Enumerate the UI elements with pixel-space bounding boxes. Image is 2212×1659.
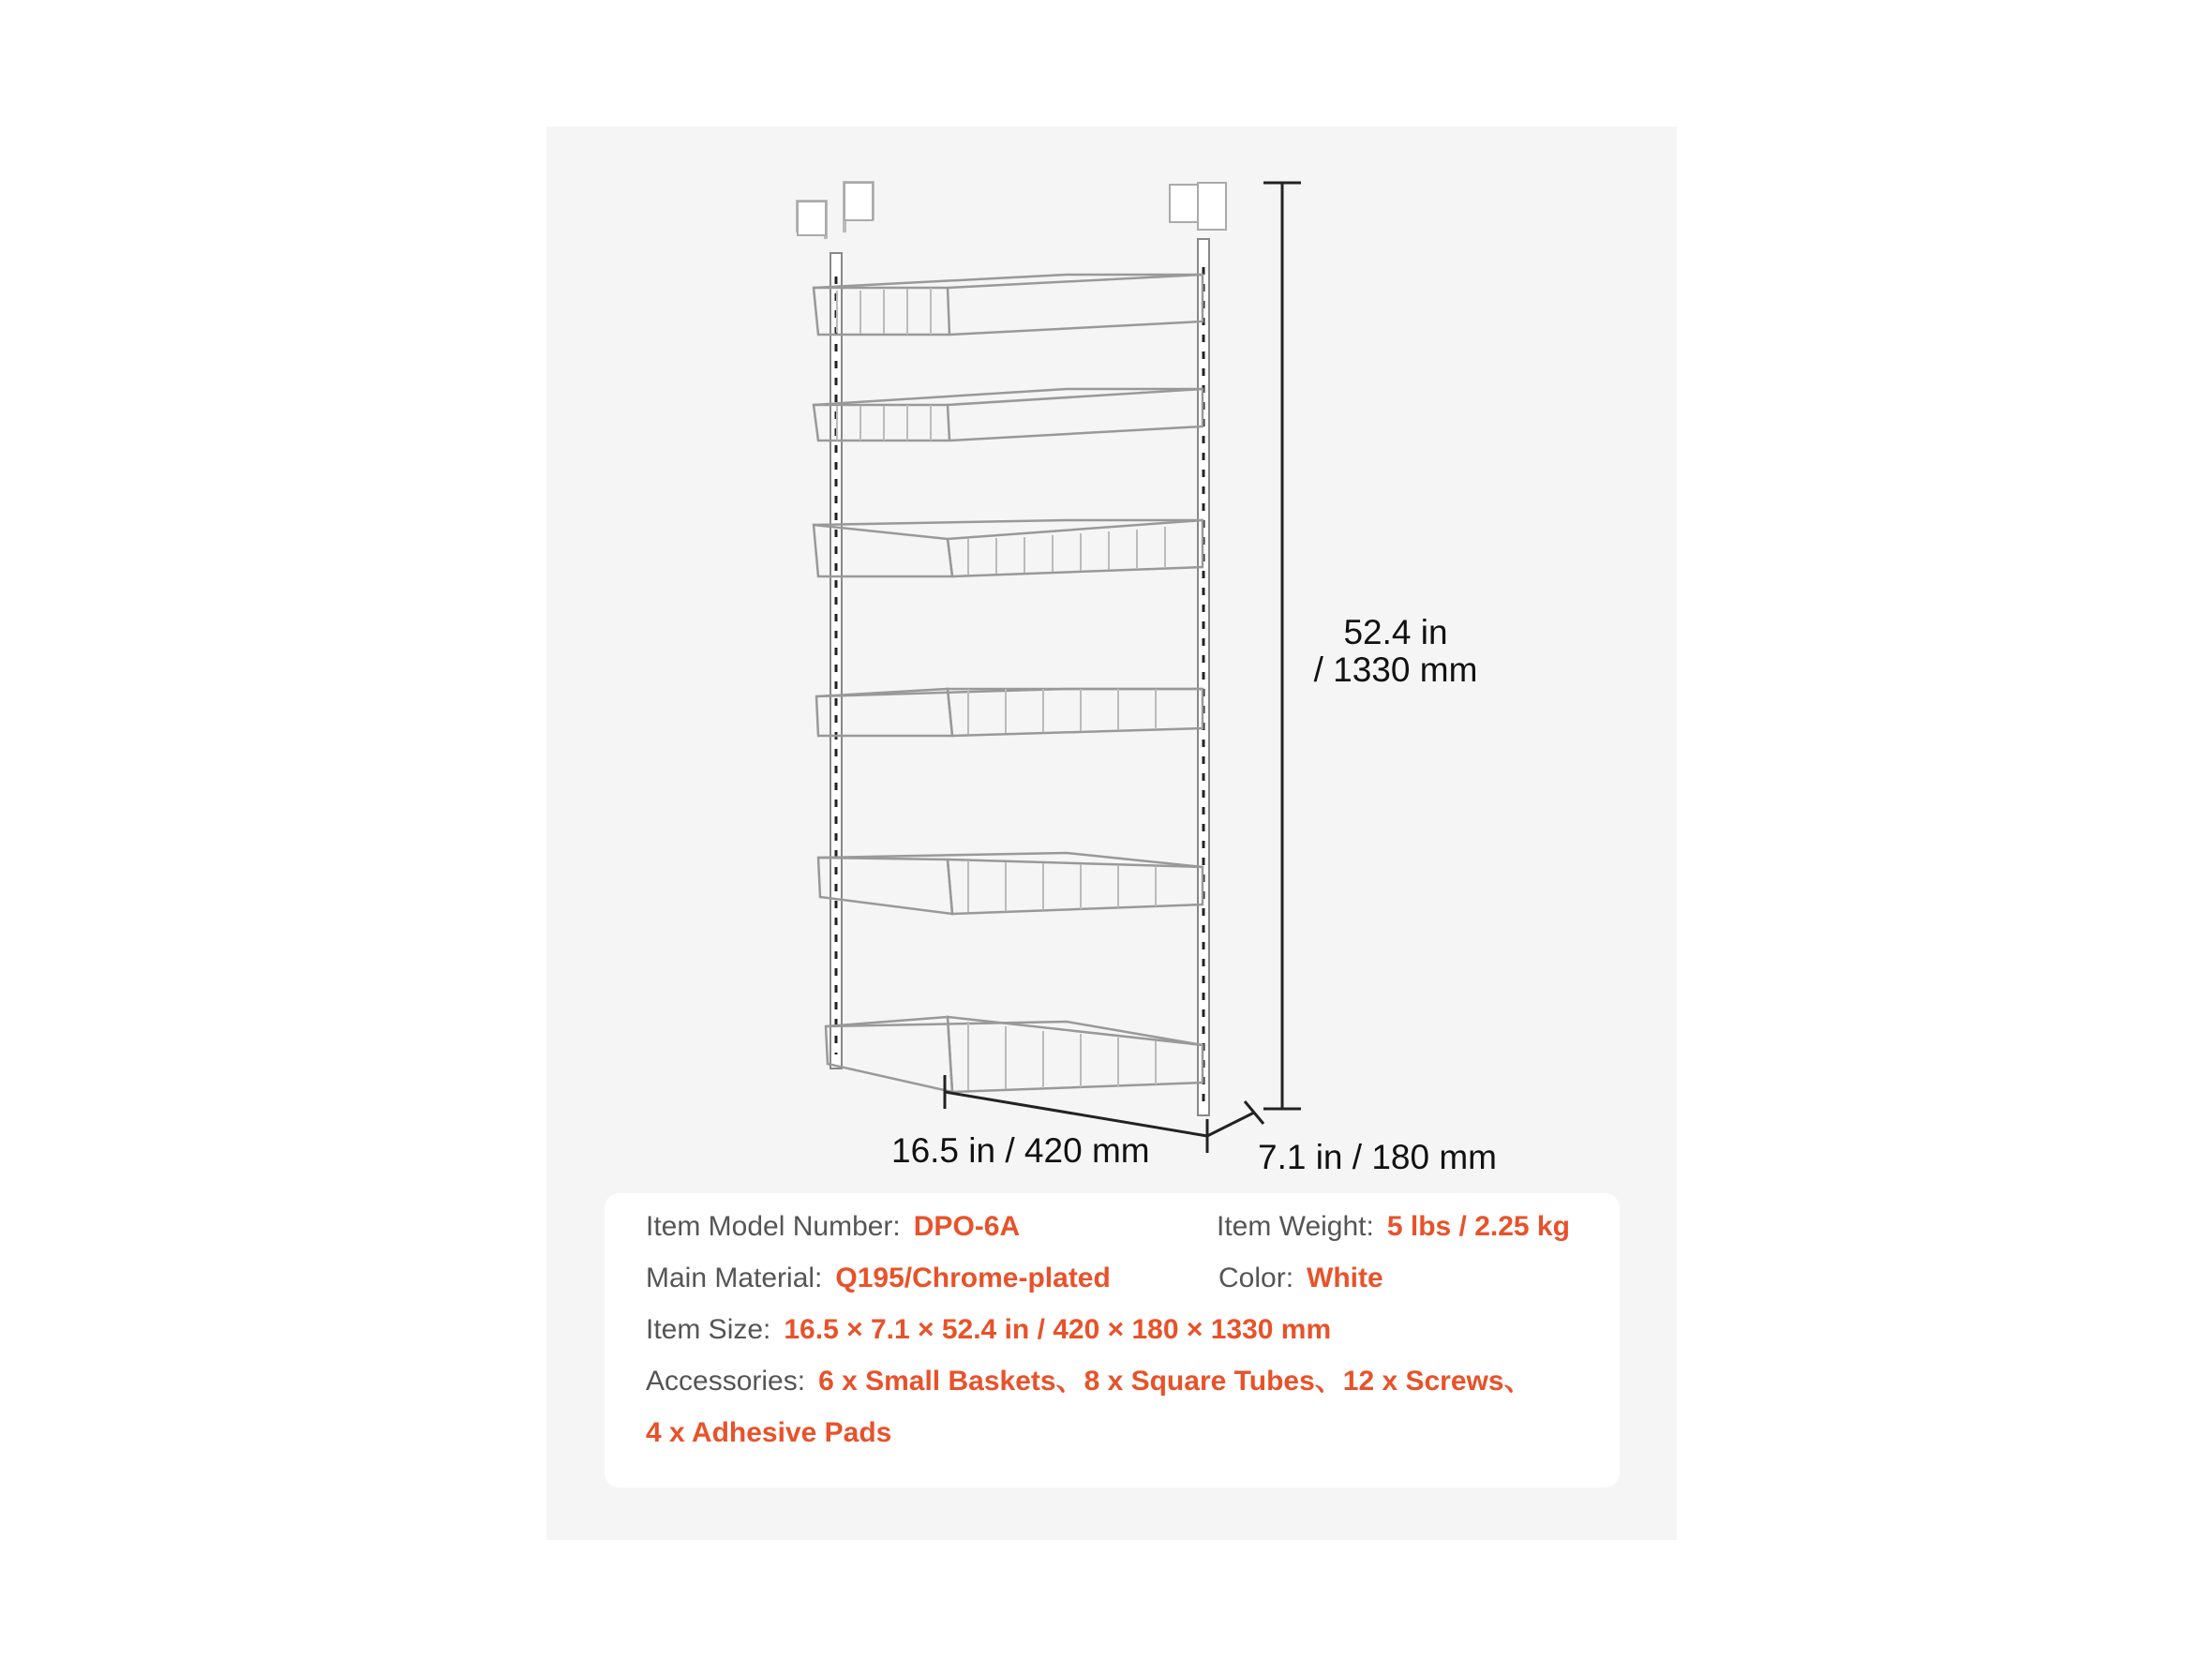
basket-2 bbox=[814, 389, 1203, 441]
height-inches: 52.4 in bbox=[1343, 613, 1448, 651]
accessory-item: 8 x Square Tubes、 bbox=[1084, 1366, 1343, 1397]
spec-row-accessories-2 bbox=[646, 1416, 891, 1450]
spec-row-color bbox=[1218, 1262, 1383, 1295]
weight-value: 5 lbs / 2.25 kg bbox=[1386, 1211, 1570, 1242]
accessories-label: Accessories: bbox=[646, 1366, 806, 1397]
accessory-item: 4 x Adhesive Pads bbox=[646, 1417, 892, 1448]
size-value: 16.5 × 7.1 × 52.4 in / 420 × 180 × 1330 mm bbox=[784, 1314, 1332, 1345]
material-value: Q195/Chrome-plated bbox=[835, 1263, 1111, 1293]
basket-3 bbox=[814, 520, 1203, 576]
spec-card bbox=[605, 1193, 1620, 1487]
depth-dimension-line bbox=[1207, 1101, 1263, 1136]
rack-illustration bbox=[546, 127, 1677, 1158]
product-panel bbox=[546, 127, 1677, 1540]
accessory-item: 6 x Small Baskets、 bbox=[818, 1366, 1084, 1397]
depth-dimension-label: 7.1 in / 180 mm bbox=[1258, 1138, 1498, 1176]
width-dimension-label: 16.5 in / 420 mm bbox=[891, 1131, 1150, 1170]
height-mm: / 1330 mm bbox=[1313, 650, 1478, 689]
color-value: White bbox=[1307, 1263, 1383, 1293]
spec-row-weight bbox=[1217, 1210, 1570, 1244]
spec-row-material bbox=[646, 1262, 1111, 1295]
weight-label: Item Weight: bbox=[1217, 1211, 1374, 1242]
model-label: Item Model Number: bbox=[646, 1211, 901, 1242]
size-label: Item Size: bbox=[646, 1314, 771, 1345]
basket-4 bbox=[816, 689, 1203, 736]
spec-row-model bbox=[646, 1210, 1020, 1244]
model-value: DPO-6A bbox=[913, 1211, 1021, 1242]
basket-1 bbox=[814, 275, 1203, 335]
basket-5 bbox=[818, 853, 1203, 914]
height-dimension-line bbox=[1263, 183, 1301, 1109]
height-dimension-label bbox=[1302, 614, 1489, 689]
spec-row-accessories bbox=[646, 1365, 1532, 1398]
material-label: Main Material: bbox=[646, 1263, 823, 1293]
color-label: Color: bbox=[1218, 1263, 1294, 1293]
spec-row-size bbox=[646, 1313, 1331, 1347]
accessory-item: 12 x Screws、 bbox=[1342, 1366, 1532, 1397]
basket-6 bbox=[826, 1017, 1203, 1092]
